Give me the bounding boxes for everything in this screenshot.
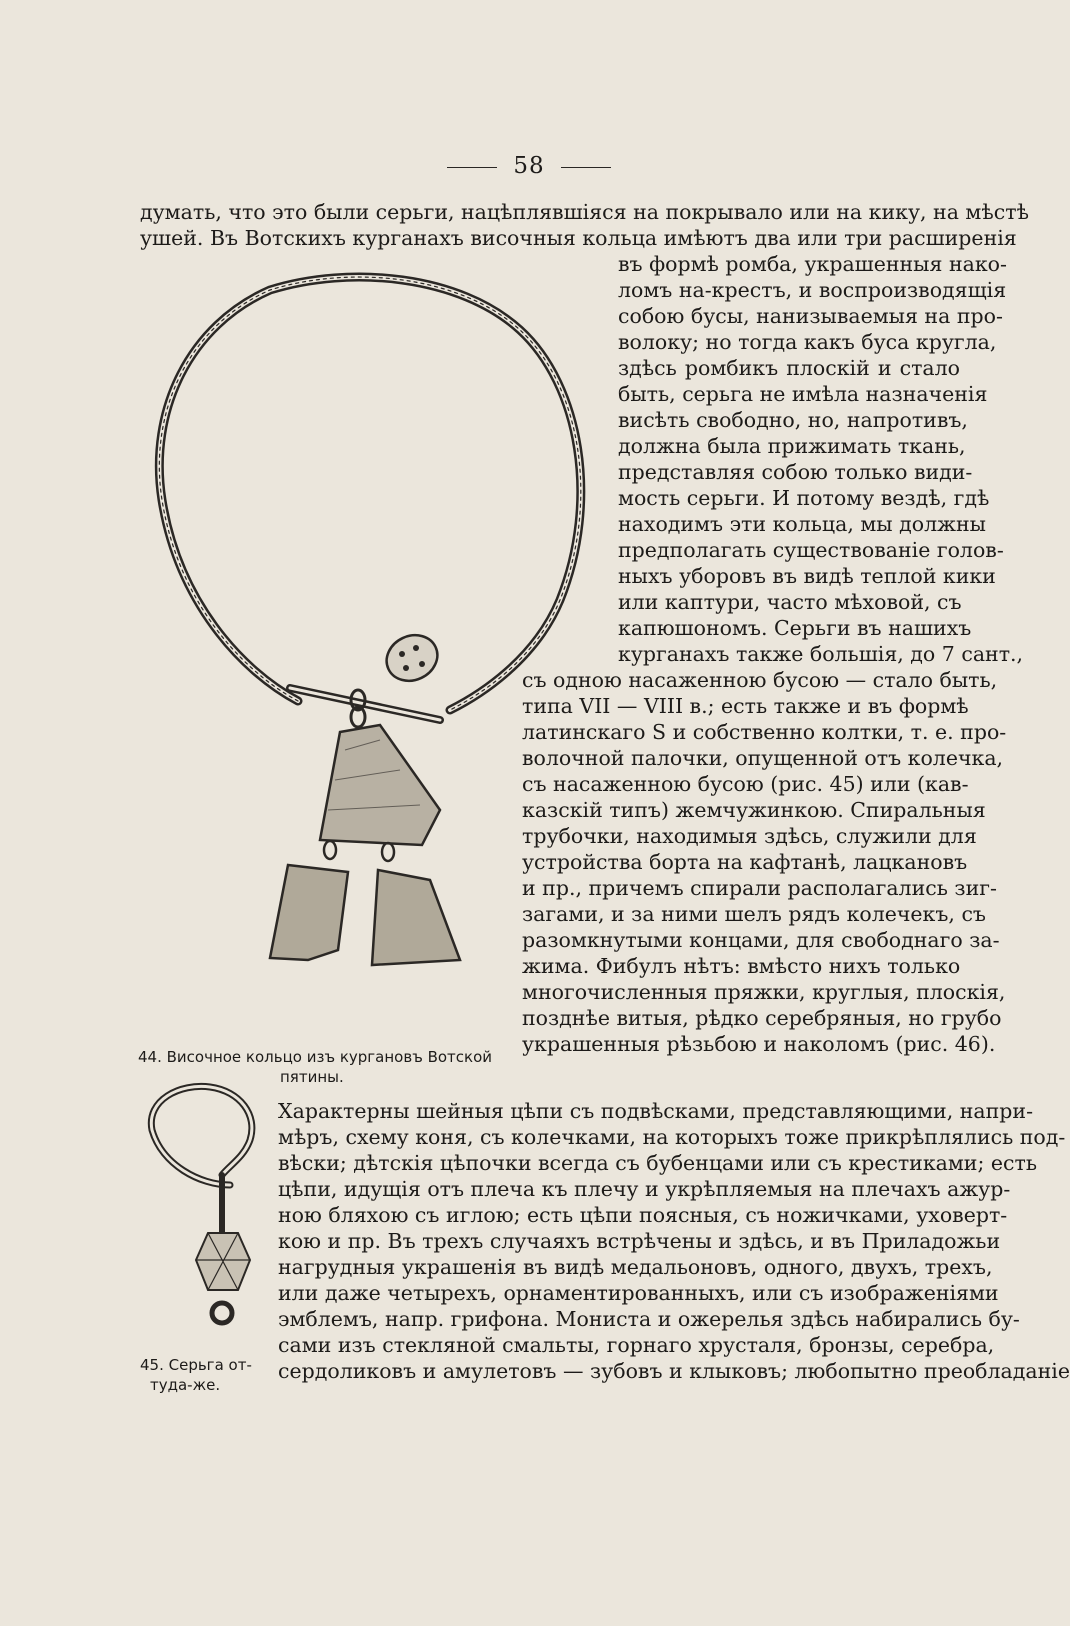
text-line: украшенныя рѣзьбою и накoломъ (рис. 46). xyxy=(522,1032,996,1056)
text-line: волочной палочки, опущенной отъ колечка, xyxy=(522,746,1004,770)
figure-44-caption-cont: пятины. xyxy=(280,1068,344,1086)
text-line: цѣпи, идущія отъ плеча къ плечу и укрѣпляемыя на плечахъ ажур- xyxy=(278,1177,1011,1201)
text-line: жима. Фибулъ нѣтъ: вмѣсто нихъ только xyxy=(522,954,961,978)
header-rule-left xyxy=(447,167,497,168)
text-line: нагрудныя украшенія въ видѣ медальоновъ, одного, двухъ, трехъ, xyxy=(278,1255,993,1279)
text-line: быть, серьга не имѣла назначенія xyxy=(618,382,988,406)
text-line: въ формѣ ромба, украшенныя нако- xyxy=(618,252,1007,276)
text-line: ушей. Въ Вотскихъ курганахъ височныя кольца имѣютъ два или три расширенія xyxy=(140,226,1017,250)
text-line: латинскаго S и собственно колтки, т. е. про- xyxy=(522,720,1007,744)
text-line: Характерны шейныя цѣпи съ подвѣсками, представляющими, напри- xyxy=(278,1099,1034,1123)
text-line: загами, и за ними шелъ рядъ колечекъ, съ xyxy=(522,902,986,926)
text-line: думать, что это были серьги, нацѣплявшіяся на покрывало или на кику, на мѣстѣ xyxy=(140,200,1029,224)
text-line: ломъ на-крестъ, и воспроизводящія xyxy=(618,278,1007,302)
text-line: волоку; но тогда какъ буса кругла, xyxy=(618,330,997,354)
text-line: казскій типъ) жемчужинкою. Спиральныя xyxy=(522,798,986,822)
page-header xyxy=(0,153,1058,179)
text-line: многочисленныя пряжки, круглыя, плоскія, xyxy=(522,980,1006,1004)
text-line: должна была прижимать ткань, xyxy=(618,434,966,458)
text-line: мѣръ, схему коня, съ колечками, на которыхъ тоже прикрѣплялись под- xyxy=(278,1125,1066,1149)
figure-44-caption: 44. Височное кольцо изъ кургановъ Вотской xyxy=(138,1048,493,1066)
text-line: здѣсь ромбикъ плоскій и стало xyxy=(618,356,960,380)
text-line: сердоликовъ и амулетовъ — зубовъ и клыковъ; любопытно преобладаніе xyxy=(278,1359,1070,1383)
text-line: мость серьги. И потому вездѣ, гдѣ xyxy=(618,486,990,510)
text-line: или даже четырехъ, орнаментированныхъ, или съ изображеніями xyxy=(278,1281,999,1305)
text-line: капюшономъ. Серьги въ нашихъ xyxy=(618,616,972,640)
text-line: ною бляхою съ иглою; есть цѣпи поясныя, съ ножичками, уховерт- xyxy=(278,1203,1008,1227)
figure-45-caption: 45. Серьга от- xyxy=(140,1356,252,1374)
text-line: предполагать существованіе голов- xyxy=(618,538,1004,562)
header-rule-right xyxy=(561,167,611,168)
text-line: съ насаженною бусою (рис. 45) или (кав- xyxy=(522,772,969,796)
text-line: сами изъ стекляной смальты, горнаго хрусталя, бронзы, серебра, xyxy=(278,1333,995,1357)
page-number: 58 xyxy=(513,153,545,179)
text-line: позднѣе витыя, рѣдко серебряныя, но грубо xyxy=(522,1006,1002,1030)
text-line: вѣски; дѣтскія цѣпочки всегда съ бубенцами или съ крестиками; есть xyxy=(278,1151,1038,1175)
text-line: находимъ эти кольца, мы должны xyxy=(618,512,986,536)
earring-illustration xyxy=(140,1085,270,1335)
text-line: устройства борта на кафтанѣ, лацкановъ xyxy=(522,850,968,874)
text-line: и пр., причемъ спирали располагались зиг- xyxy=(522,876,997,900)
text-line: эмблемъ, напр. грифона. Мониста и ожерелья здѣсь набирались бу- xyxy=(278,1307,1020,1331)
text-line: кою и пр. Въ трехъ случаяхъ встрѣчены и здѣсь, и въ Приладожьи xyxy=(278,1229,1001,1253)
figure-45-caption-cont: туда-же. xyxy=(150,1376,221,1394)
temple-ring-illustration xyxy=(140,270,600,1030)
text-line: собою бусы, нанизываемыя на про- xyxy=(618,304,1003,328)
text-line: курганахъ также большія, до 7 сант., xyxy=(618,642,1024,666)
text-line: съ одною насаженною бусою — стало быть, xyxy=(522,668,998,692)
text-line: трубочки, находимыя здѣсь, служили для xyxy=(522,824,977,848)
text-line: висѣть свободно, но, напротивъ, xyxy=(618,408,968,432)
text-line: типа VII — VIII в.; есть также и въ формѣ xyxy=(522,694,969,718)
text-line: представляя собою только види- xyxy=(618,460,973,484)
text-line: или каптури, часто мѣховой, съ xyxy=(618,590,962,614)
text-line: разомкнутыми концами, для свободнаго за- xyxy=(522,928,1000,952)
text-line: ныхъ уборовъ въ видѣ теплой кики xyxy=(618,564,996,588)
